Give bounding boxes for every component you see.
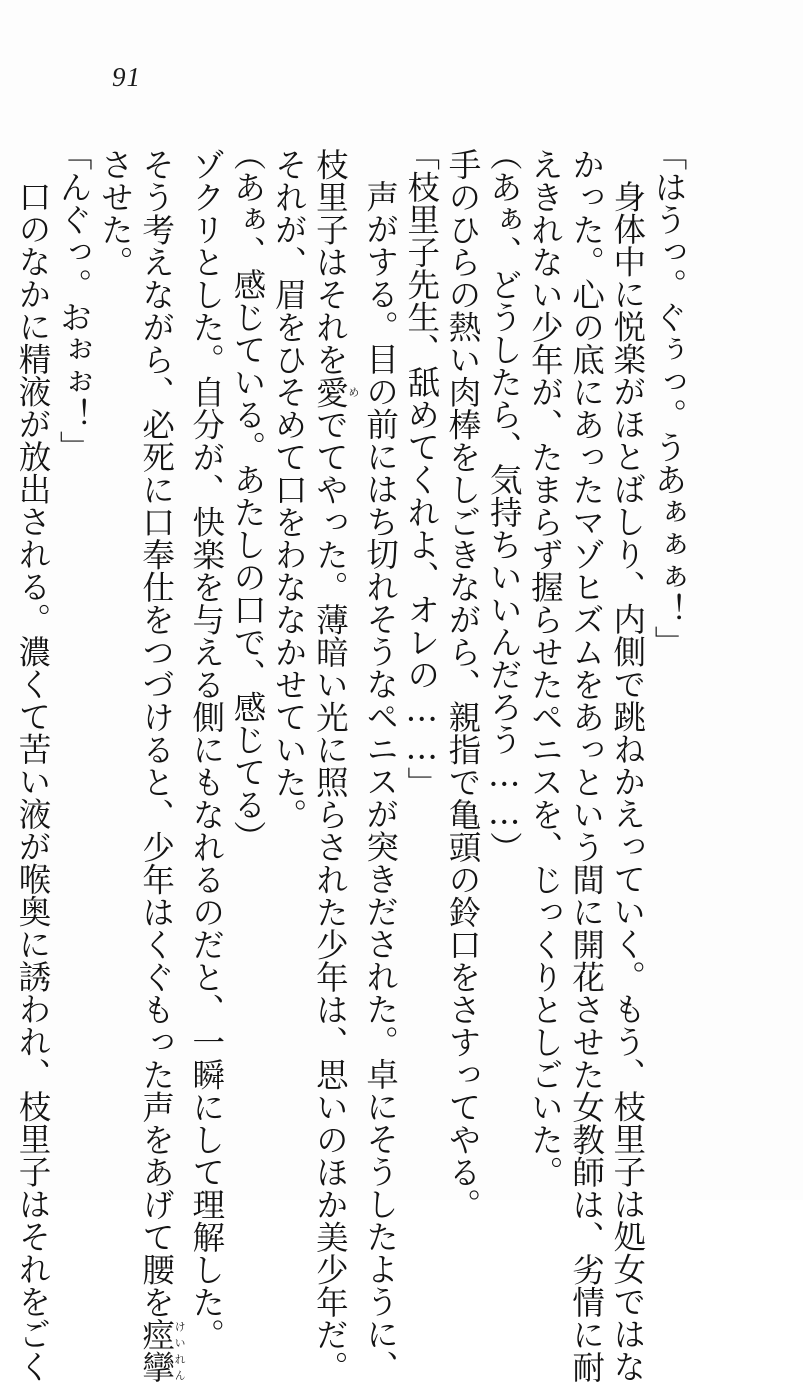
ruby-annotation-keiren <box>137 1318 187 1383</box>
text-line-7: 「枝里子先生、舐めてくれよ、オレの……」 <box>402 138 441 799</box>
page-number: 91 <box>112 62 141 92</box>
text-line-11: （あぁ、感じている。あたしの口で、感じてる） <box>228 138 267 853</box>
text-line-14: させた。 <box>96 148 135 278</box>
ruby-line-1-before: 枝里子はそれを <box>311 148 350 376</box>
text-line-8: 声がする。目の前にはち切れそうなペニスが突きだされた。卓にそうしたように、 <box>361 180 400 1383</box>
text-line-2: 身体中に悦楽がほとばしり、内側で跳ねかえっていく。もう、枝里子は処女ではな <box>608 180 647 1383</box>
ruby-reading-keiren: けいれん <box>173 1318 187 1383</box>
text-line-5: （あぁ、どうしたら、気持ちいいんだろう……） <box>485 138 524 864</box>
text-line-15: 「んぐっ。おぉぉ！」 <box>55 138 94 463</box>
ruby-line-2-before: そう考えながら、必死に口奉仕をつづけると、少年はくぐもった声をあげて腰を <box>137 148 176 1318</box>
text-line-1: 「はうっ。ぐぅっ。うあぁぁぁ！」 <box>650 138 688 658</box>
ruby-base-me: 愛 <box>311 375 350 408</box>
text-line-9 <box>309 148 360 1383</box>
text-line-3: かった。心の底にあったマゾヒズムをあっという間に開花させた女教師は、劣情に耐 <box>567 148 606 1383</box>
text-line-13 <box>135 148 187 1383</box>
ruby-reading-me: め <box>346 375 360 408</box>
vertical-body-text <box>12 138 689 1383</box>
text-line-10: それが、眉をひそめて口をわななかせていた。 <box>270 148 309 831</box>
ruby-annotation-me <box>311 375 360 409</box>
ruby-line-1-after: でてやった。薄暗い光に照らされた少年は、思いのほか美少年だ。 <box>311 408 350 1383</box>
text-line-12: ゾクリとした。自分が、快楽を与える側にもなれるのだと、一瞬にして理解した。 <box>187 148 226 1351</box>
ruby-base-keiren: 痙攣 <box>137 1318 176 1383</box>
text-line-4: えきれない少年が、たまらず握らせたペニスを、じっくりとしごいた。 <box>526 148 565 1188</box>
text-line-16: 口のなかに精液が放出される。濃くて苦い液が喉奥に誘われ、枝里子はそれをごく <box>13 180 52 1383</box>
text-line-6: 手のひらの熱い肉棒をしごきながら、親指で亀頭の鈴口をさすってやる。 <box>443 148 482 1221</box>
